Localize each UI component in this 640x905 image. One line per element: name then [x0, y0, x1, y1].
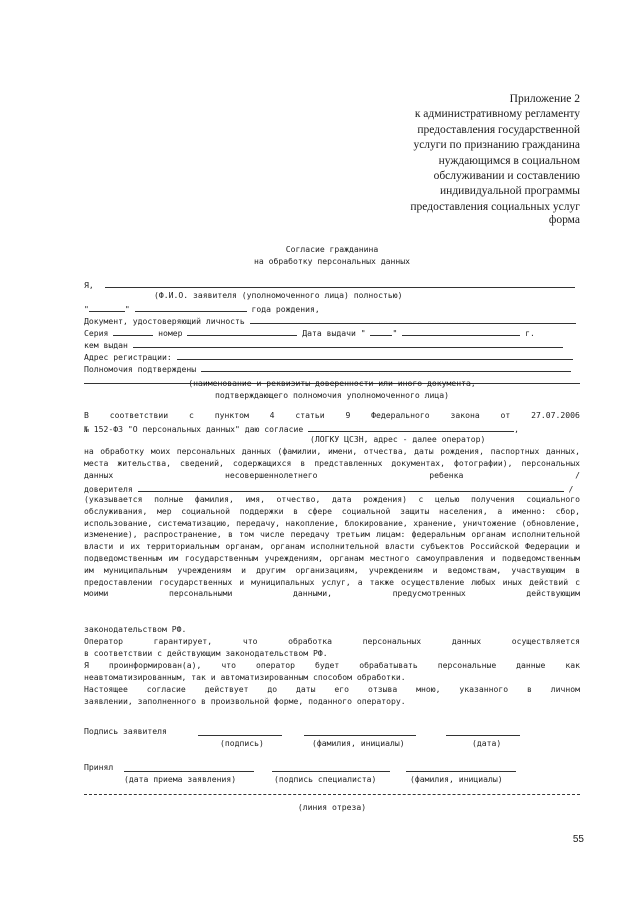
actions-paragraph-end: законодательством РФ.	[84, 624, 187, 634]
law-word: статьи	[295, 410, 325, 420]
authority-field[interactable]	[201, 362, 571, 372]
accepted-date-field[interactable]	[124, 762, 254, 772]
informed-line: Я проинформирован(а), что оператор будет обрабатывать персональные данные как	[84, 660, 580, 670]
trustee-field[interactable]	[138, 482, 564, 492]
law-word: закона	[450, 410, 480, 420]
annex-line: предоставления социальных услуг	[410, 200, 580, 213]
guarantee-line: Оператор гарантирует, что обработка персональных данных осуществляется	[84, 636, 580, 646]
annex-line: предоставления государственной	[417, 123, 580, 136]
law-date: 27.07.2006	[531, 410, 580, 420]
law-word: В	[84, 410, 89, 420]
year-suffix: г.	[525, 328, 535, 338]
issued-by-field[interactable]	[133, 338, 563, 348]
issue-quote: "	[392, 328, 398, 338]
cut-line	[84, 794, 580, 795]
accepted-row	[84, 762, 580, 774]
annex-line: услуги по признанию гражданина	[413, 139, 580, 152]
quote-open: "	[84, 304, 89, 314]
fio-prefix: Я,	[84, 280, 94, 290]
consent-text: № 152-ФЗ "О персональных данных" даю согласие	[84, 424, 304, 434]
cut-line-label: (линия отреза)	[297, 802, 367, 812]
issue-month-year-field[interactable]	[402, 326, 520, 336]
address-label: Адрес регистрации:	[84, 352, 172, 362]
fio-field[interactable]	[105, 278, 575, 288]
series-label: Серия	[84, 328, 109, 338]
name-hint: (фамилия, инициалы)	[312, 738, 405, 748]
document-field[interactable]	[250, 314, 576, 324]
quote-close: "	[124, 304, 130, 314]
law-word: Федерального	[371, 410, 430, 420]
authority-hint-1: (наименование и реквизиты доверенности или иного документа,	[188, 378, 476, 388]
authority-row	[84, 362, 580, 374]
law-line	[84, 410, 580, 422]
accepted-sign-hint: (подпись специалиста)	[274, 774, 377, 784]
signature-hints	[84, 738, 580, 750]
accepted-name-field[interactable]	[406, 762, 516, 772]
accepted-name-hint: (фамилия, инициалы)	[410, 774, 503, 784]
informed-line-end: неавтоматизированным, так и автоматизированным способом обработки.	[84, 672, 406, 682]
operator-hint: (ЛОГКУ ЦСЗН, адрес - далее оператор)	[310, 434, 486, 444]
law-word: от	[500, 410, 511, 420]
law-word: соответствии	[109, 410, 169, 420]
purpose-paragraph: на обработку моих персональных данных (фамилии, имени, отчества, даты рождения, паспортных данных, места жительства, сведений, содержащихся в представленных документах, фотографии), персональных данных несовершеннолетнего ребенка /	[84, 446, 580, 480]
accepted-label: Принял	[84, 762, 114, 772]
signature-row	[84, 726, 580, 738]
issued-by-label: кем выдан	[84, 340, 128, 350]
actions-paragraph: (указывается полные фамилия, имя, отчество, дата рождения) с целью получения социального обслуживания, мер социальной поддержки в сфере социальной защиты населения, а именно: сбор, использование, систематизацию, передачу, накопление, блокирование, хранение, уничтожение (обновление, изменение), распространение, в том числе передачу третьим лицам: федеральным органам исполнительной власти и их территориальным органам, органам исполнительной власти субъектов Российской Федерации и подведомственным им государственным учреждениям, органам местного самоуправления и подведомственным им муниципальным учреждениям и другим организациям, учреждениям и ведомствам, участвующим в предоставлении государственных и муниципальных услуг, а также осуществление любых иных действий с моими персональными данными, предусмотренных действующим	[84, 494, 580, 599]
birth-day-field[interactable]	[89, 302, 125, 312]
date-hint: (дата)	[472, 738, 502, 748]
annex-line: к административному регламенту	[414, 108, 580, 121]
number-field[interactable]	[187, 326, 297, 336]
guarantee-line-end: в соответствии с действующим законодательством РФ.	[84, 648, 328, 658]
annex-line: индивидуальной программы	[440, 185, 580, 198]
birth-year-label: года рождения,	[251, 304, 320, 314]
annex-line: нуждающимся в социальном	[438, 154, 580, 167]
annex-line: обслуживании и составлению	[433, 170, 580, 183]
signature-field[interactable]	[198, 726, 282, 736]
validity-line-end: заявлении, заполненного в произвольной форме, поданного оператору.	[84, 696, 406, 706]
fio-row	[84, 278, 580, 290]
issued-by-row	[84, 338, 580, 350]
annex-header	[320, 92, 580, 215]
trustee-slash: /	[568, 484, 574, 494]
consent-comma: ,	[514, 424, 520, 434]
title-line-1: Согласие гражданина	[285, 244, 379, 254]
law-word: 4	[269, 410, 275, 420]
series-row	[84, 326, 580, 338]
issue-day-field[interactable]	[370, 326, 392, 336]
signature-date-field[interactable]	[446, 726, 520, 736]
issue-date-label: Дата выдачи "	[302, 328, 366, 338]
trustee-row	[84, 482, 580, 494]
accepted-sign-field[interactable]	[272, 762, 390, 772]
series-field[interactable]	[113, 326, 153, 336]
address-field[interactable]	[177, 350, 573, 360]
signature-label: Подпись заявителя	[84, 726, 167, 736]
birth-row	[84, 302, 580, 314]
law-word: с	[189, 410, 194, 420]
birth-month-year-field[interactable]	[135, 302, 247, 312]
trustee-label: доверителя	[84, 484, 133, 494]
signature-name-field[interactable]	[304, 726, 416, 736]
form-label: форма	[548, 214, 580, 226]
law-word: 9	[345, 410, 351, 420]
authority-label: Полномочия подтверждены	[84, 364, 197, 374]
title-line-2: на обработку персональных данных	[254, 256, 410, 266]
number-label: номер	[158, 328, 183, 338]
address-row	[84, 350, 580, 362]
signature-hint: (подпись)	[220, 738, 264, 748]
law-word: пунктом	[214, 410, 249, 420]
document-row	[84, 314, 580, 326]
page-number: 55	[572, 834, 584, 845]
document-label: Документ, удостоверяющий личность	[84, 316, 245, 326]
operator-field[interactable]	[308, 422, 514, 432]
accepted-hints	[84, 774, 580, 786]
fio-hint: (Ф.И.О. заявителя (уполномоченного лица) полностью)	[154, 290, 403, 300]
authority-hint-2: подтверждающего полномочия уполномоченного лица)	[215, 390, 449, 400]
accepted-date-hint: (дата приема заявления)	[124, 774, 237, 784]
validity-line: Настоящее согласие действует до даты его отзыва мною, указанного в личном	[84, 684, 580, 694]
consent-line	[84, 422, 580, 434]
annex-line: Приложение 2	[509, 93, 580, 105]
